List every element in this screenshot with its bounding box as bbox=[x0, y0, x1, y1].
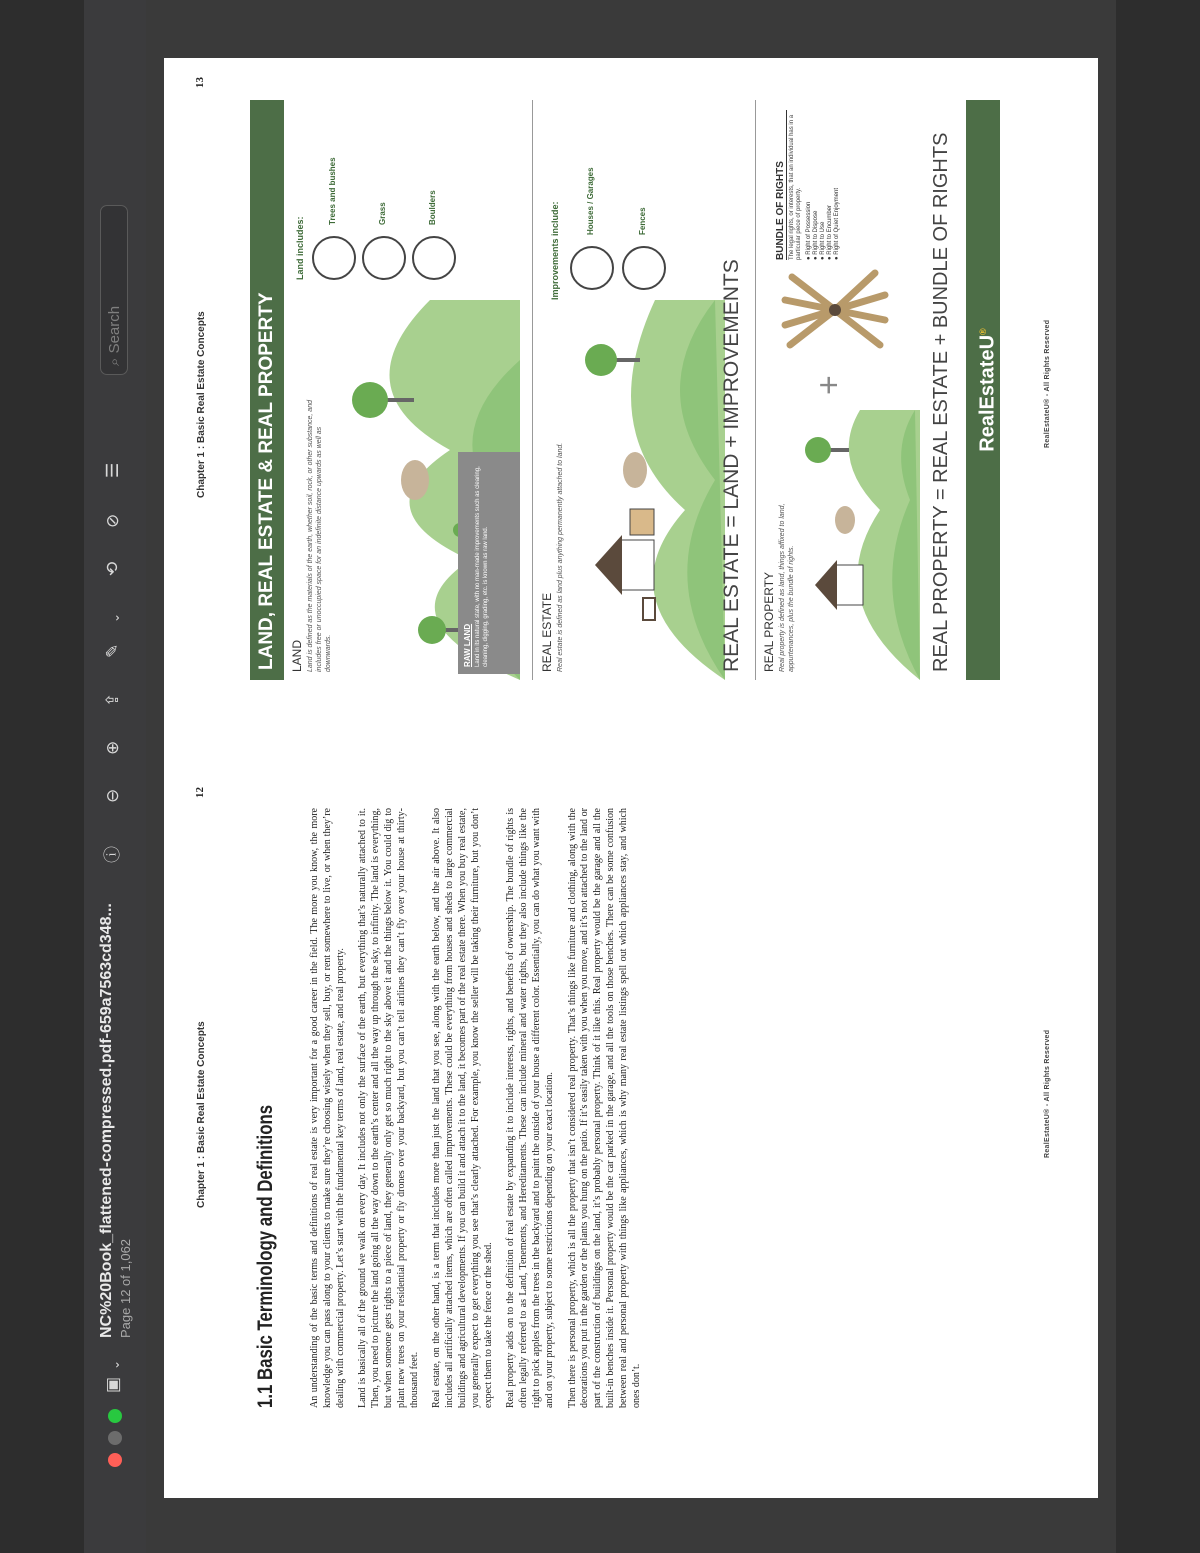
rotate-icon[interactable]: ⟲ bbox=[103, 561, 122, 576]
chevron-down-icon[interactable]: ⌄ bbox=[108, 1359, 122, 1370]
minimize-window-button[interactable] bbox=[108, 1431, 122, 1445]
bundle-item: ● Right to Dispose bbox=[813, 210, 819, 260]
paragraph: Real estate, on the other hand, is a term that includes more than just the land that you see, along with the earth below, and the air above. It also includes all artificially attached items, which are often called improvements. These could be everything from houses and sheds to large commercial buildings and agricultural developments. If you can build it and attach it to the land, it becomes part of the real estate there. When you buy real estate, you generally expect to get everything you see that’s clearly attached. For example, you know the seller will be taking their furniture, but you don’t expect them to take the fence or the shed. bbox=[431, 808, 494, 1408]
grass-icon bbox=[362, 236, 406, 280]
page-indicator: Page 12 of 1,062 bbox=[118, 1238, 133, 1338]
real-property-heading: REAL PROPERTY bbox=[762, 571, 776, 672]
real-property-illustration bbox=[790, 410, 920, 680]
maximize-window-button[interactable] bbox=[108, 1409, 122, 1423]
search-icon: ⌕ bbox=[106, 353, 123, 366]
real-estate-illustration bbox=[565, 300, 725, 680]
real-estate-description: Real estate is defined as land plus anything permanently attached to land. bbox=[557, 442, 564, 672]
window-toolbar bbox=[84, 0, 147, 1553]
paragraph: An understanding of the basic terms and definitions of real estate is very important for a good career in the field. The more you know, the more knowledge you can pass along to your clients to make sure they’re choosing wisely when they sell, buy, or rent somewhere to live, or when they’re dealing with commercial property. Let’s start with the fundamental key terms of land, real estate, and real property. bbox=[309, 808, 346, 1408]
bundle-item: ● Right of Quiet Enjoyment bbox=[834, 188, 840, 260]
raw-land-title: RAW LAND bbox=[463, 623, 472, 667]
desktop-background bbox=[1116, 0, 1200, 1553]
bundle-of-rights-box bbox=[775, 110, 841, 260]
sidebar-toggle-icon[interactable]: ▣ bbox=[103, 1376, 122, 1393]
land-include-label: Boulders bbox=[428, 190, 437, 225]
raw-land-callout bbox=[458, 452, 520, 674]
section-divider bbox=[532, 100, 533, 680]
running-head-right: Chapter 1 : Basic Real Estate Concepts bbox=[196, 311, 207, 498]
land-include-label: Grass bbox=[378, 202, 387, 225]
infographic bbox=[250, 100, 1000, 680]
real-estate-equation: REAL ESTATE = LAND + IMPROVEMENTS bbox=[720, 259, 743, 672]
improvements-heading: Improvements include: bbox=[550, 201, 560, 300]
land-description: Land is defined as the materials of the earth, whether soil, rock, or other substance, and includes free or unoccupied space for an indefinite distance upwards as well as downwards. bbox=[307, 400, 332, 672]
search-placeholder: Search bbox=[106, 305, 123, 354]
improvement-label: Fences bbox=[638, 207, 647, 235]
form-fill-icon[interactable]: ☰ bbox=[103, 462, 122, 478]
house-icon bbox=[570, 246, 614, 290]
land-include-label: Trees and bushes bbox=[328, 157, 337, 225]
bundle-of-sticks-icon bbox=[780, 265, 890, 355]
raw-land-text: Land in its natural state, with no man-made improvements such as clearing, cleaning, digging, grading, etc. is known as raw land. bbox=[475, 466, 489, 667]
real-property-description: Real property is defined as land, things affixed to land, appurtenances, plus the bundle of rights. bbox=[779, 503, 795, 672]
page-footer-right: RealEstateU® - All Rights Reserved bbox=[1044, 319, 1051, 448]
page-title: 1.1 Basic Terminology and Definitions bbox=[254, 1104, 277, 1408]
document-viewer[interactable] bbox=[146, 0, 1116, 1553]
land-heading: LAND bbox=[290, 639, 304, 672]
boulder-icon bbox=[412, 236, 456, 280]
markup-menu-chevron-icon[interactable]: ⌄ bbox=[108, 612, 122, 623]
search-input[interactable] bbox=[100, 205, 128, 375]
bundle-item: ● Right to Encumber bbox=[827, 205, 833, 260]
running-head-left: Chapter 1 : Basic Real Estate Concepts bbox=[196, 1021, 207, 1208]
section-divider bbox=[755, 100, 756, 680]
zoom-in-icon[interactable]: ⊕ bbox=[103, 740, 122, 755]
real-property-equation: REAL PROPERTY = REAL ESTATE + BUNDLE OF RIGHTS bbox=[930, 132, 952, 672]
plus-sign: + bbox=[810, 375, 848, 395]
zoom-out-icon[interactable]: ⊖ bbox=[103, 788, 122, 803]
paragraph: Land is basically all of the ground we walk on every day. It includes not only the surface of the earth, but everything that’s naturally attached to it. Then, you need to picture the land going all the way down to the earth’s center and all the way up through the sky, to infinity. The land is everything, but when someone gets rights to a piece of land, they generally only get so much right to the sky above it and the things below it. You could dig to plant new trees on your residential property or fly drones over your backyard, but you can’t tell airlines they can’t fly over your house at thirty-thousand feet. bbox=[357, 808, 420, 1408]
highlight-icon[interactable]: ⊘ bbox=[103, 513, 122, 528]
preview-window bbox=[84, 0, 1116, 1553]
brand-mark: ® bbox=[978, 328, 988, 335]
close-window-button[interactable] bbox=[108, 1453, 122, 1467]
infographic-title: LAND, REAL ESTATE & REAL PROPERTY bbox=[250, 100, 284, 680]
paragraph: Real property adds on to the definition of real estate by expanding it to include interests, rights, and benefits of ownership. The bundle of rights is often legally referred to as Land, Tenements, and Hereditaments. These can include mineral and water rights, but they also include things like the right to pick apples from the trees in the backyard and to paint the outside of your house a different color. Essentially, you can do what you want with and on your property, subject to some restrictions depending on your exact location. bbox=[505, 808, 555, 1408]
info-icon[interactable]: ⓘ bbox=[103, 846, 122, 863]
bundle-description: The legal rights, or interests, that an individual has in a particular piece of property. bbox=[789, 114, 802, 260]
land-includes-heading: Land includes: bbox=[295, 216, 305, 280]
bundle-heading: BUNDLE OF RIGHTS bbox=[775, 110, 787, 260]
brand-logo-text: RealEstateU bbox=[976, 334, 999, 452]
improvement-label: Houses / Garages bbox=[586, 167, 595, 235]
bundle-item: ● Right to Use bbox=[820, 221, 826, 260]
brand-banner bbox=[966, 100, 1000, 680]
markup-pen-icon[interactable]: ✎ bbox=[103, 643, 122, 658]
tree-icon bbox=[312, 236, 356, 280]
document-title: NC%20Book_flattened-compressed.pdf-659a7563cd348... bbox=[98, 903, 115, 1338]
page-footer-left: RealEstateU® - All Rights Reserved bbox=[1044, 1029, 1051, 1158]
desktop-background bbox=[0, 0, 84, 1553]
share-icon[interactable]: ⇪ bbox=[103, 692, 122, 707]
bundle-item: ● Right of Possession bbox=[806, 201, 812, 260]
body-text bbox=[309, 808, 653, 1408]
real-estate-heading: REAL ESTATE bbox=[540, 592, 554, 672]
fence-icon bbox=[622, 246, 666, 290]
page-number-12: 12 bbox=[194, 787, 206, 798]
pdf-spread bbox=[164, 58, 1098, 1498]
paragraph: Then there is personal property, which is all the property that isn’t considered real property. That’s things like furniture and clothing, along with the decorations you put in the garden or the plants you hung on the patio. If it’s easily taken with you when you move, and it’s not attached to the land or part of the construction of buildings on the land, it’s probably personal property. Think of it like this. Real property would be the garage and all the built-in benches inside it. Personal property would be the car parked in the garage, and all the tools on those benches. There can be some confusion between real and personal property with things like appliances, which is why many real estate listings spell out which appliances stay, and which ones don’t. bbox=[566, 808, 642, 1408]
page-number-13: 13 bbox=[194, 77, 206, 88]
